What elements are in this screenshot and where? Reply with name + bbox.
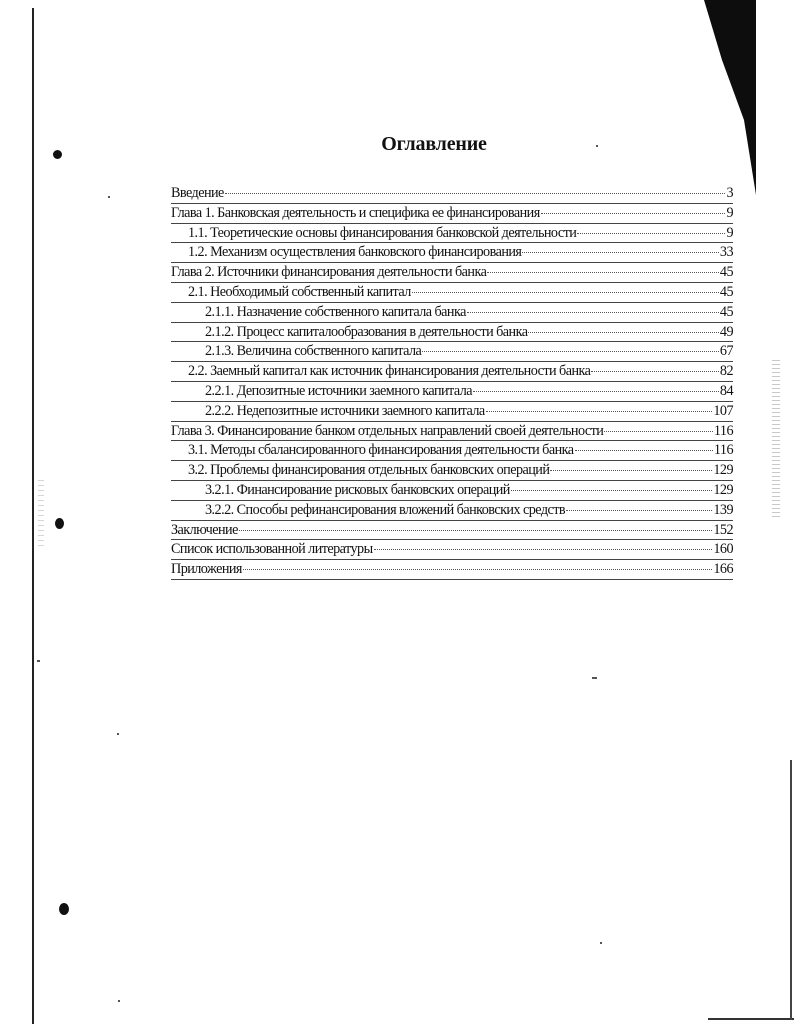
toc-entry-title: 3.1. Методы сбалансированного финансирования деятельности банка [188, 442, 574, 459]
toc-entry-title: Введение [171, 185, 224, 201]
toc-entry-title: 2.2. Заемный капитал как источник финансирования деятельности банка [188, 363, 591, 380]
scan-speck [108, 196, 110, 198]
toc-entry [171, 422, 733, 442]
toc-dot-leader [374, 539, 713, 550]
toc-entry-page: 33 [719, 244, 733, 261]
toc-entry-title: Приложения [171, 561, 242, 578]
toc-entry-page: 3 [726, 185, 733, 201]
toc-entry [171, 481, 733, 501]
toc-dot-leader [486, 401, 713, 412]
toc-entry-page: 84 [719, 382, 733, 399]
toc-entry-page: 152 [713, 521, 733, 538]
toc-entry-title: 2.1. Необходимый собственный капитал [188, 283, 411, 300]
toc-entry [171, 283, 733, 303]
toc-entry-title: 3.2. Проблемы финансирования отдельных банковских операций [188, 462, 550, 479]
toc-entry-page: 9 [726, 224, 733, 241]
toc-entry [171, 560, 733, 580]
toc-entry-title: 1.2. Механизм осуществления банковского финансирования [188, 244, 522, 261]
toc-entry [171, 184, 733, 204]
toc-dot-leader [575, 440, 713, 451]
scan-noise-right [772, 360, 780, 520]
toc-entry [171, 243, 733, 263]
toc-entry-title: 1.1. Теоретические основы финансирования банковской деятельности [188, 224, 577, 241]
scan-edge-left [32, 8, 34, 1024]
toc-entry-title: 2.2.1. Депозитные источники заемного капитала [205, 382, 473, 399]
toc-entry [171, 303, 733, 323]
toc-dot-leader [487, 262, 719, 273]
toc-dot-leader [522, 242, 719, 253]
scan-speck [117, 733, 119, 735]
toc-entry [171, 204, 733, 224]
toc-entry [171, 323, 733, 343]
toc-dot-leader [412, 282, 719, 293]
toc-entry-page: 116 [713, 442, 733, 459]
toc-dot-leader [473, 381, 719, 392]
toc-entry [171, 224, 733, 244]
scan-speck [37, 660, 40, 662]
toc-entry-page: 9 [726, 204, 733, 221]
toc-dot-leader [566, 500, 712, 511]
toc-dot-leader [511, 480, 713, 491]
table-of-contents [171, 184, 733, 580]
toc-entry-title: 2.1.1. Назначение собственного капитала банка [205, 303, 466, 320]
toc-entry-title: Заключение [171, 521, 238, 538]
toc-entry-page: 107 [713, 402, 733, 419]
punch-hole-bottom [59, 903, 69, 915]
toc-entry [171, 540, 733, 560]
toc-dot-leader [604, 421, 713, 432]
toc-entry [171, 441, 733, 461]
scan-speck [118, 1000, 120, 1002]
toc-dot-leader [243, 559, 712, 570]
toc-entry-page: 45 [719, 283, 733, 300]
toc-entry-page: 82 [719, 363, 733, 380]
toc-entry [171, 263, 733, 283]
toc-entry-title: 2.1.3. Величина собственного капитала [205, 343, 422, 360]
toc-entry [171, 501, 733, 521]
toc-dot-leader [541, 203, 726, 214]
toc-entry-page: 160 [713, 541, 733, 558]
scan-noise-left [38, 480, 44, 550]
toc-dot-leader [577, 223, 725, 234]
toc-entry-page: 45 [719, 264, 733, 281]
toc-entry-page: 67 [719, 343, 733, 360]
toc-entry [171, 342, 733, 362]
toc-dot-leader [467, 302, 719, 313]
scan-speck [592, 677, 597, 679]
toc-entry-page: 49 [719, 323, 733, 340]
toc-dot-leader [528, 322, 718, 333]
toc-entry-page: 139 [713, 501, 733, 518]
toc-entry-title: Глава 2. Источники финансирования деятельности банка [171, 264, 487, 281]
toc-entry-page: 129 [713, 462, 733, 479]
toc-dot-leader [225, 183, 726, 194]
toc-dot-leader [422, 341, 719, 352]
scan-shadow-corner [700, 0, 797, 200]
toc-entry-title: Список использованной литературы [171, 541, 373, 558]
toc-entry [171, 461, 733, 481]
toc-entry [171, 521, 733, 541]
toc-entry-page: 129 [713, 481, 733, 498]
toc-entry-title: 3.2.1. Финансирование рисковых банковских операций [205, 481, 510, 498]
toc-entry [171, 382, 733, 402]
scan-edge-right [790, 760, 792, 1020]
scan-edge-bottom [708, 1018, 794, 1020]
toc-entry-page: 45 [719, 303, 733, 320]
toc-entry-page: 166 [713, 561, 733, 578]
toc-entry [171, 402, 733, 422]
scan-speck [600, 942, 602, 944]
toc-entry-title: 3.2.2. Способы рефинансирования вложений банковских средств [205, 501, 566, 518]
page-title: Оглавление [381, 133, 487, 155]
toc-dot-leader [550, 460, 712, 471]
toc-entry-title: 2.1.2. Процесс капиталообразования в деятельности банка [205, 323, 528, 340]
toc-entry-page: 116 [713, 422, 733, 439]
toc-dot-leader [239, 520, 713, 531]
toc-entry-title: Глава 3. Финансирование банком отдельных направлений своей деятельности [171, 422, 604, 439]
punch-hole-middle [55, 518, 64, 529]
toc-dot-leader [591, 361, 719, 372]
toc-entry [171, 362, 733, 382]
toc-entry-title: 2.2.2. Недепозитные источники заемного капитала [205, 402, 485, 419]
toc-entry-title: Глава 1. Банковская деятельность и специфика ее финансирования [171, 204, 540, 221]
